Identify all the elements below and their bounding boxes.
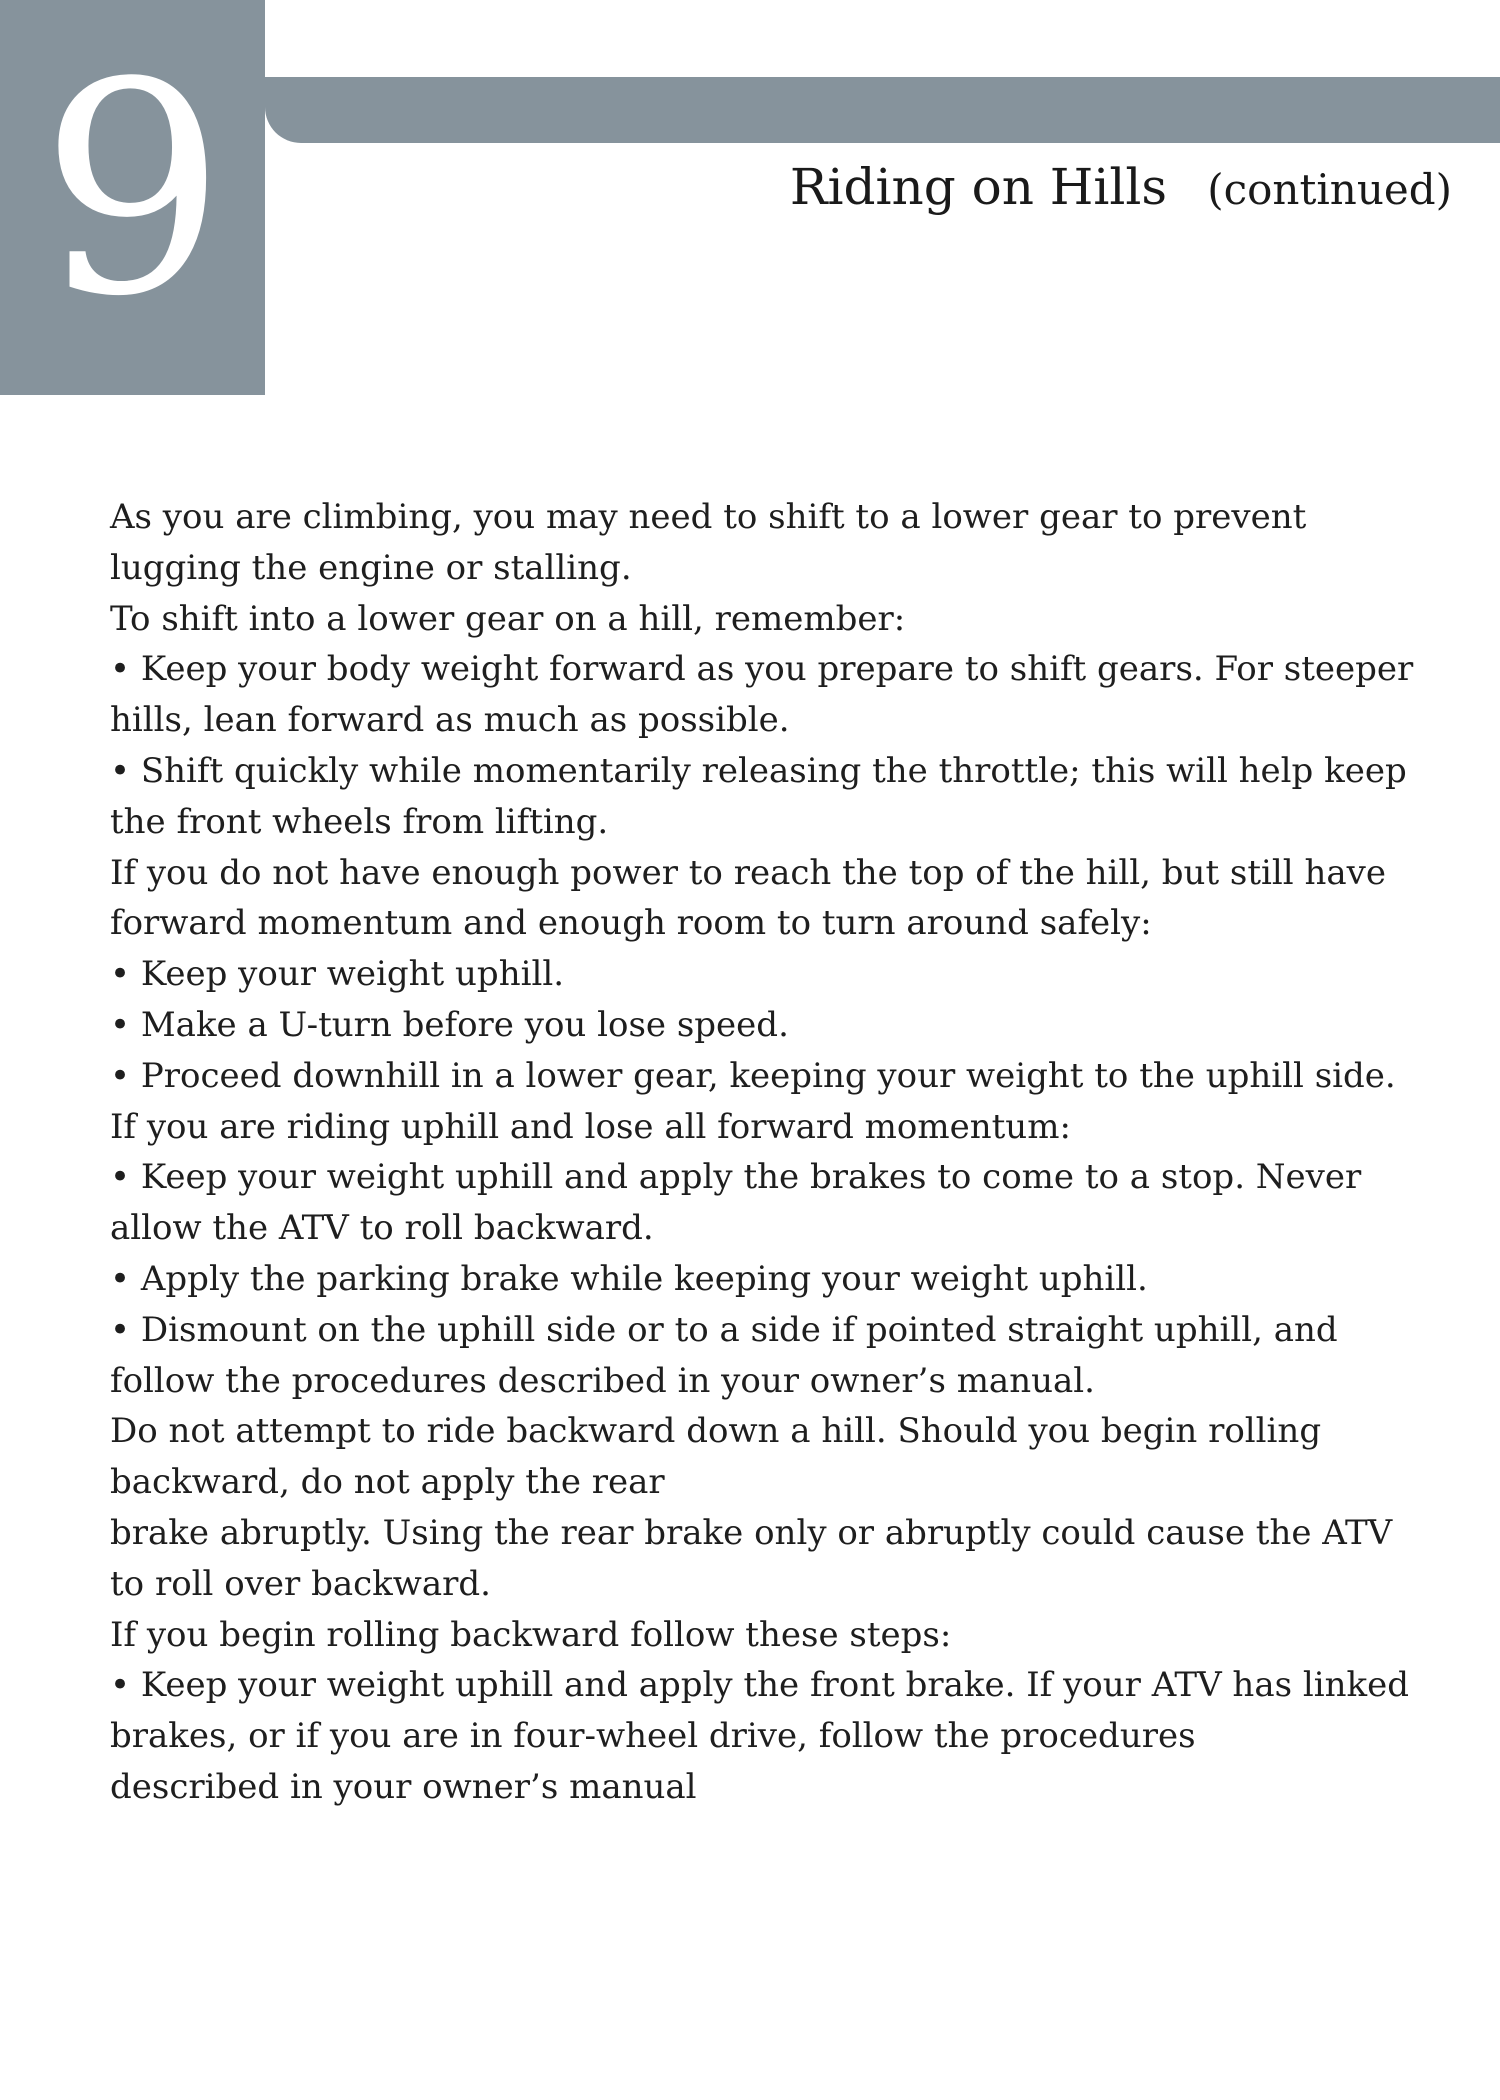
body-text	[110, 492, 1430, 1813]
header-bar-end	[1462, 77, 1500, 143]
paragraph: Do not attempt to ride backward down a hill. Should you begin rolling backward, do not apply the rear	[110, 1411, 1322, 1503]
bullet-item: • Apply the parking brake while keeping your weight uphill.	[110, 1258, 1148, 1299]
header-bar	[265, 77, 1500, 143]
paragraph: If you are riding uphill and lose all forward momentum:	[110, 1106, 1071, 1147]
paragraph: described in your owner’s manual	[110, 1766, 697, 1807]
page-title-main: Riding on Hills	[789, 158, 1168, 216]
page-title-continued: (continued)	[1207, 165, 1452, 214]
paragraph: If you do not have enough power to reach the top of the hill, but still have forward momentum and enough room to turn around safely:	[110, 852, 1386, 944]
chapter-number: 9	[40, 20, 226, 360]
bullet-item: • Proceed downhill in a lower gear, keeping your weight to the uphill side.	[110, 1055, 1396, 1096]
paragraph: As you are climbing, you may need to shift to a lower gear to prevent lugging the engine or stalling.	[110, 497, 1307, 588]
bullet-item: • Make a U-turn before you lose speed.	[110, 1004, 789, 1045]
bullet-item: • Keep your weight uphill and apply the front brake. If your ATV has linked brakes, or if you are in four-wheel drive, follow the procedures	[110, 1665, 1409, 1757]
paragraph: To shift into a lower gear on a hill, remember:	[110, 598, 906, 639]
bullet-item: • Keep your weight uphill.	[110, 954, 565, 995]
paragraph: brake abruptly. Using the rear brake only or abruptly could cause the ATV to roll over backward.	[110, 1512, 1393, 1604]
page-title	[790, 158, 1452, 216]
bullet-item: • Keep your weight uphill and apply the brakes to come to a stop. Never allow the ATV to roll backward.	[110, 1157, 1362, 1249]
bullet-item: • Shift quickly while momentarily releasing the throttle; this will help keep the front wheels from lifting.	[110, 750, 1407, 842]
bullet-item: • Keep your body weight forward as you prepare to shift gears. For steeper hills, lean forward as much as possible.	[110, 649, 1414, 741]
bullet-item: • Dismount on the uphill side or to a side if pointed straight uphill, and follow the procedures described in your owner’s manual.	[110, 1309, 1338, 1401]
paragraph: If you begin rolling backward follow these steps:	[110, 1614, 952, 1655]
